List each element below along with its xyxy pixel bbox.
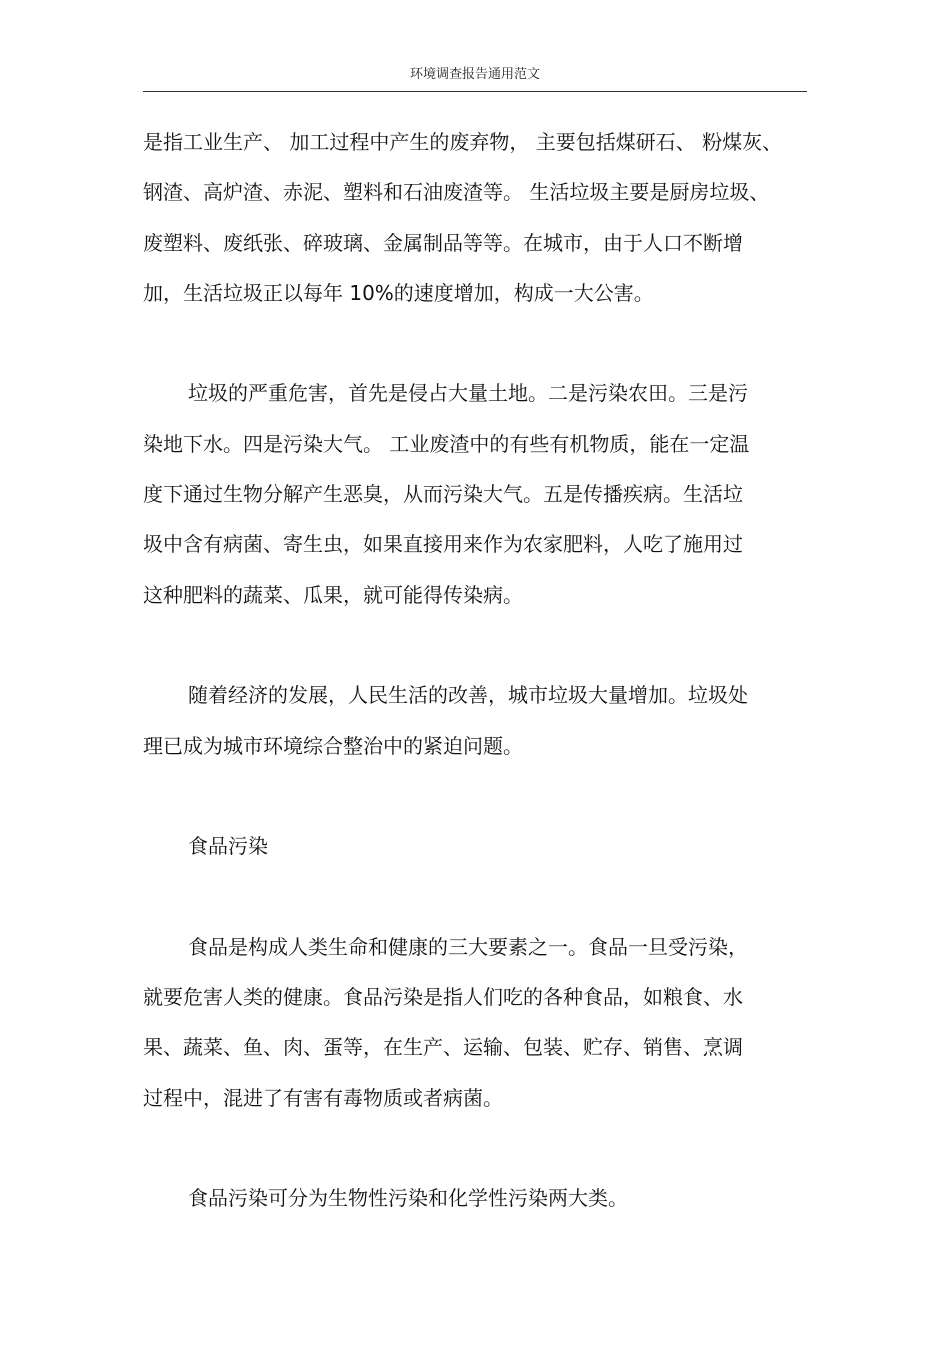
paragraph-spacer: [143, 1123, 813, 1173]
paragraph-food-pollution-definition: [143, 922, 813, 1123]
paragraph-spacer: [143, 318, 813, 368]
text-line: 钢渣、高炉渣、赤泥、塑料和石油废渣等。 生活垃圾主要是厨房垃圾、: [143, 180, 770, 205]
text-line: 随着经济的发展，人民生活的改善，城市垃圾大量增加。垃圾处: [188, 683, 748, 708]
text-line: 圾中含有病菌、寄生虫，如果直接用来作为农家肥料，人吃了施用过: [143, 532, 743, 557]
text-line: 过程中，混进了有害有毒物质或者病菌。: [143, 1085, 503, 1110]
text-line: 就要危害人类的健康。食品污染是指人们吃的各种食品，如粮食、水: [143, 985, 743, 1010]
paragraph-garbage-hazards: [143, 368, 813, 619]
text-line: 加，生活垃圾正以每年 10%的速度增加，构成一大公害。: [143, 280, 654, 305]
paragraph-spacer: [143, 771, 813, 821]
text-line: 食品污染可分为生物性污染和化学性污染两大类。: [188, 1186, 628, 1211]
section-heading: 食品污染: [188, 834, 268, 859]
text-line: 废塑料、废纸张、碎玻璃、金属制品等等。在城市，由于人口不断增: [143, 230, 743, 255]
paragraph-urban-garbage: [143, 670, 813, 771]
text-line: 染地下水。四是污染大气。 工业废渣中的有些有机物质，能在一定温: [143, 431, 750, 456]
text-line: 果、蔬菜、鱼、肉、蛋等，在生产、运输、包装、贮存、销售、烹调: [143, 1035, 743, 1060]
paragraph-food-pollution-types: [143, 1173, 813, 1223]
paragraph-spacer: [143, 620, 813, 670]
text-line: 度下通过生物分解产生恶臭，从而污染大气。五是传播疾病。生活垃: [143, 482, 743, 507]
text-line: 食品是构成人类生命和健康的三大要素之一。食品一旦受污染，: [188, 934, 748, 959]
section-heading-food-pollution: [143, 821, 813, 871]
header-divider: [143, 91, 807, 92]
text-line: 这种肥料的蔬菜、瓜果，就可能得传染病。: [143, 582, 523, 607]
paragraph-spacer: [143, 871, 813, 921]
document-body: [143, 117, 813, 1224]
paragraph-industrial-waste: [143, 117, 813, 318]
text-line: 理已成为城市环境综合整治中的紧迫问题。: [143, 733, 523, 758]
page-header-title: 环境调查报告通用范文: [409, 67, 540, 82]
text-line: 是指工业生产、 加工过程中产生的废弃物， 主要包括煤研石、 粉煤灰、: [143, 130, 783, 154]
text-line: 垃圾的严重危害，首先是侵占大量土地。二是污染农田。三是污: [188, 381, 748, 406]
